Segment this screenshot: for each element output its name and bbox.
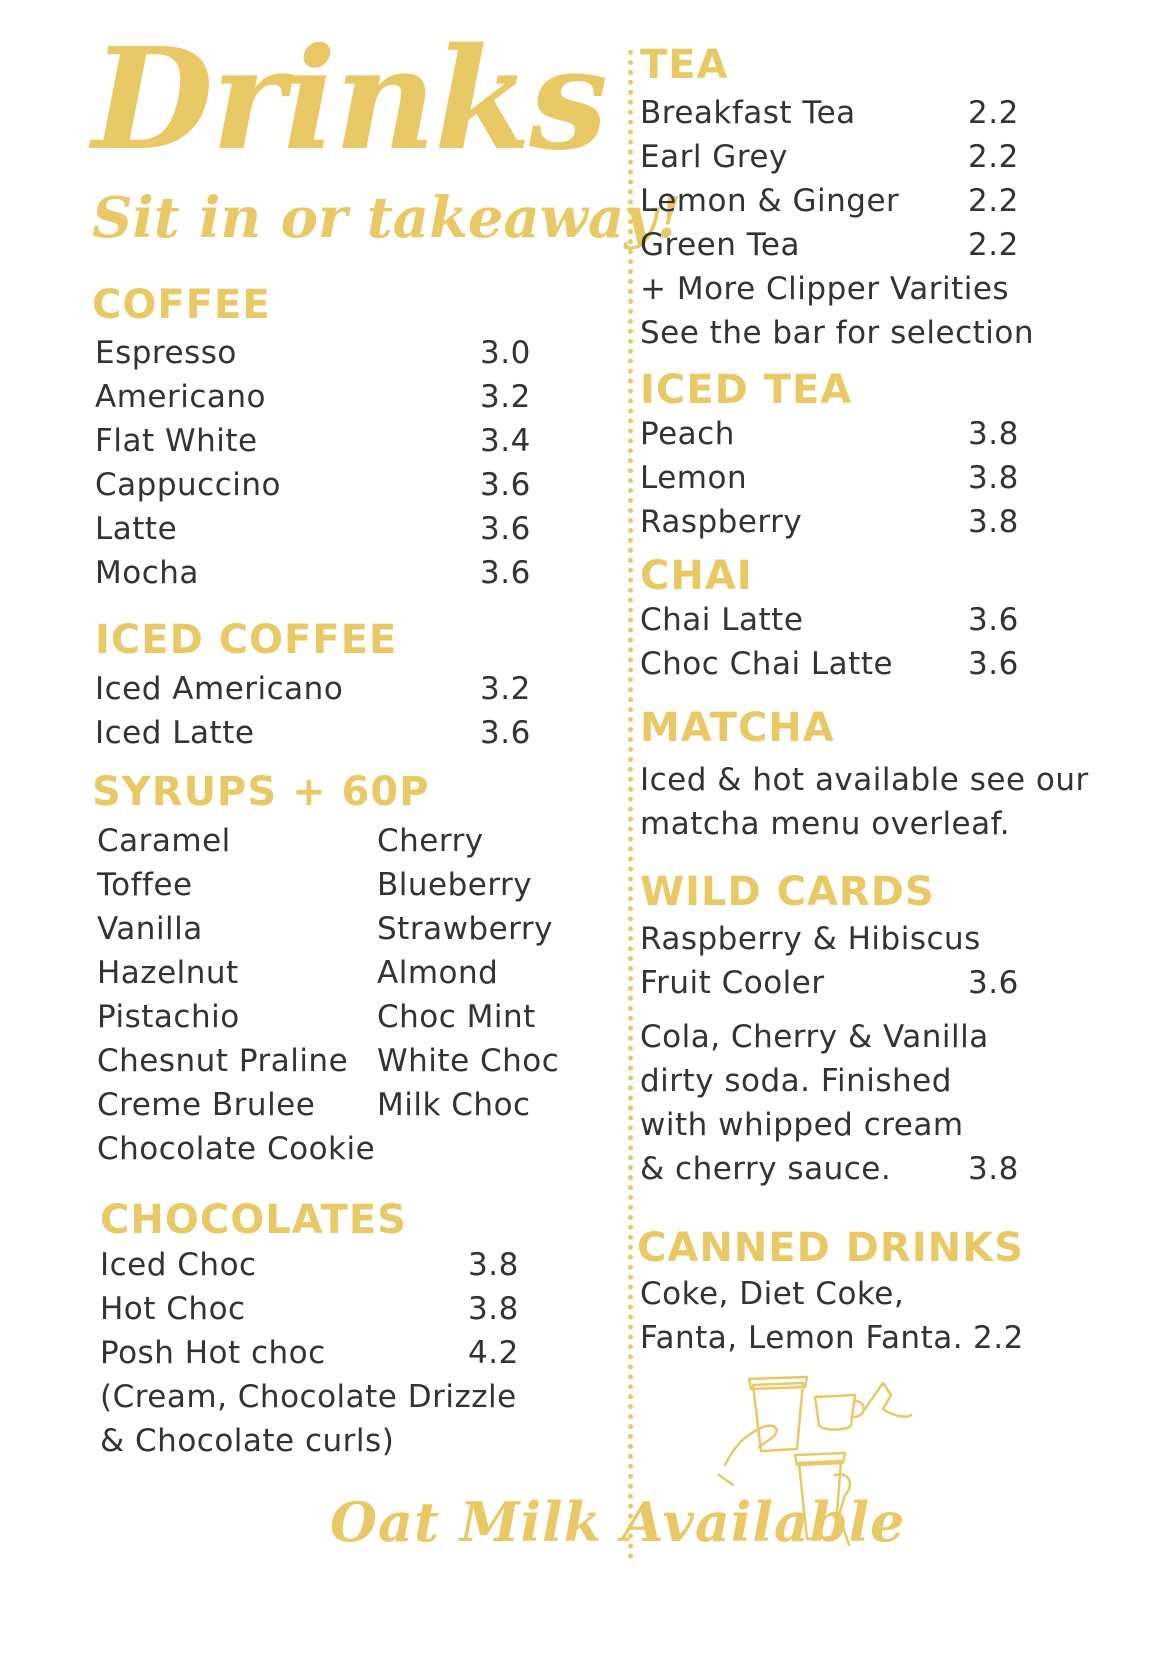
syrups-right-column [377,818,559,1126]
item-name: Iced Choc [100,1247,257,1283]
item-price: 3.6 [480,555,531,591]
list-item: Chesnut Praline [97,1043,349,1079]
item-price: 2.2 [973,1320,1024,1356]
list-item [95,506,535,550]
item-price: 3.6 [968,602,1019,638]
item-name: Mocha [95,555,199,591]
item-name: Cappuccino [95,467,281,503]
item-name: Chai Latte [640,602,804,638]
list-item [640,960,1030,1004]
item-name: Iced Latte [95,715,255,751]
list-item [640,641,1030,685]
item-name: Lemon [640,460,748,496]
item-name: Americano [95,379,266,415]
list-item [95,418,535,462]
item-price: 3.2 [480,671,531,707]
item-name: Lemon & Ginger [640,183,900,219]
list-item [640,222,1030,266]
item-name: Coke, Diet Coke, [640,1276,905,1312]
item-description: & cherry sauce. [640,1151,892,1187]
iced-coffee-heading: ICED COFFEE [95,617,398,663]
item-name: Raspberry & Hibiscus [640,921,981,957]
item-name: Raspberry [640,504,803,540]
matcha-heading: MATCHA [640,705,835,751]
list-item: Vanilla [97,911,203,947]
item-price: 3.8 [968,416,1019,452]
matcha-note-line: matcha menu overleaf. [640,806,1011,842]
list-item [95,710,535,754]
list-item [640,455,1030,499]
list-item [640,134,1030,178]
item-price: 2.2 [968,227,1019,263]
list-item [640,411,1030,455]
item-name: Fruit Cooler [640,965,825,1001]
item-name: Latte [95,511,178,547]
list-item [95,462,535,506]
wild-cards-list [640,916,1030,1190]
list-item [100,1286,540,1330]
item-price: 3.6 [480,511,531,547]
item-name: Peach [640,416,735,452]
list-item: Caramel [97,823,231,859]
item-price: 3.8 [468,1291,519,1327]
item-price: 3.2 [480,379,531,415]
chocolates-list [100,1242,540,1462]
list-item: Choc Mint [377,999,536,1035]
matcha-note [640,757,1089,845]
list-item [640,1146,1030,1190]
iced-coffee-list [95,666,535,754]
list-item: Toffee [97,867,193,903]
item-note: & Chocolate curls) [100,1423,395,1459]
matcha-note-line: Iced & hot available see our [640,762,1089,798]
tea-note: See the bar for selection [640,315,1034,351]
list-item [95,666,535,710]
tea-list [640,90,1034,354]
list-item [640,178,1030,222]
coffee-list [95,330,535,594]
syrups-left-column [97,818,375,1170]
list-item [95,550,535,594]
list-item: White Choc [377,1043,560,1079]
item-name: Earl Grey [640,139,788,175]
menu-title: Drinks [92,18,606,182]
item-name: Choc Chai Latte [640,646,894,682]
item-price: 3.8 [468,1247,519,1283]
column-divider [628,50,633,1560]
canned-drinks-heading: CANNED DRINKS [637,1225,1024,1271]
item-name: Hot Choc [100,1291,246,1327]
item-price: 4.2 [468,1335,519,1371]
item-price: 3.4 [480,423,531,459]
list-item: Milk Choc [377,1087,531,1123]
item-price: 3.8 [968,1151,1019,1187]
iced-tea-list [640,411,1030,543]
list-item: Chocolate Cookie [97,1131,376,1167]
item-description: with whipped cream [640,1107,964,1143]
item-name: Posh Hot choc [100,1335,326,1371]
tea-note: + More Clipper Varities [640,271,1010,307]
item-name: Fanta, Lemon Fanta. [640,1320,964,1356]
list-item [640,1315,1030,1359]
list-item: Hazelnut [97,955,239,991]
item-name: Iced Americano [95,671,344,707]
list-item [100,1242,540,1286]
item-name: Green Tea [640,227,800,263]
item-price: 3.6 [480,467,531,503]
item-name: Flat White [95,423,258,459]
syrups-heading: SYRUPS + 60P [92,769,430,815]
item-price: 3.6 [968,646,1019,682]
item-description: Cola, Cherry & Vanilla [640,1019,989,1055]
chai-heading: CHAI [640,553,753,599]
canned-drinks-list [640,1271,1030,1359]
menu-subtitle: Sit in or takeaway! [92,185,682,251]
iced-tea-heading: ICED TEA [640,367,853,413]
oat-milk-footer: Oat Milk Available [330,1490,906,1554]
item-name: Espresso [95,335,237,371]
tea-heading: TEA [640,42,729,88]
list-item [95,330,535,374]
item-name: Breakfast Tea [640,95,856,131]
list-item [100,1330,540,1374]
item-price: 2.2 [968,95,1019,131]
item-price: 2.2 [968,183,1019,219]
list-item: Strawberry [377,911,553,947]
coffee-heading: COFFEE [92,282,271,328]
chai-list [640,597,1030,685]
item-price: 3.0 [480,335,531,371]
list-item: Creme Brulee [97,1087,316,1123]
chocolates-heading: CHOCOLATES [100,1197,407,1243]
list-item [640,90,1030,134]
list-item: Almond [377,955,499,991]
item-price: 3.6 [968,965,1019,1001]
list-item [95,374,535,418]
list-item: Pistachio [97,999,240,1035]
item-price: 2.2 [968,139,1019,175]
item-price: 3.8 [968,504,1019,540]
wild-cards-heading: WILD CARDS [640,869,935,915]
item-price: 3.6 [480,715,531,751]
list-item: Blueberry [377,867,533,903]
list-item [640,499,1030,543]
item-description: dirty soda. Finished [640,1063,952,1099]
item-note: (Cream, Chocolate Drizzle [100,1379,517,1415]
item-price: 3.8 [968,460,1019,496]
list-item [640,597,1030,641]
list-item: Cherry [377,823,484,859]
